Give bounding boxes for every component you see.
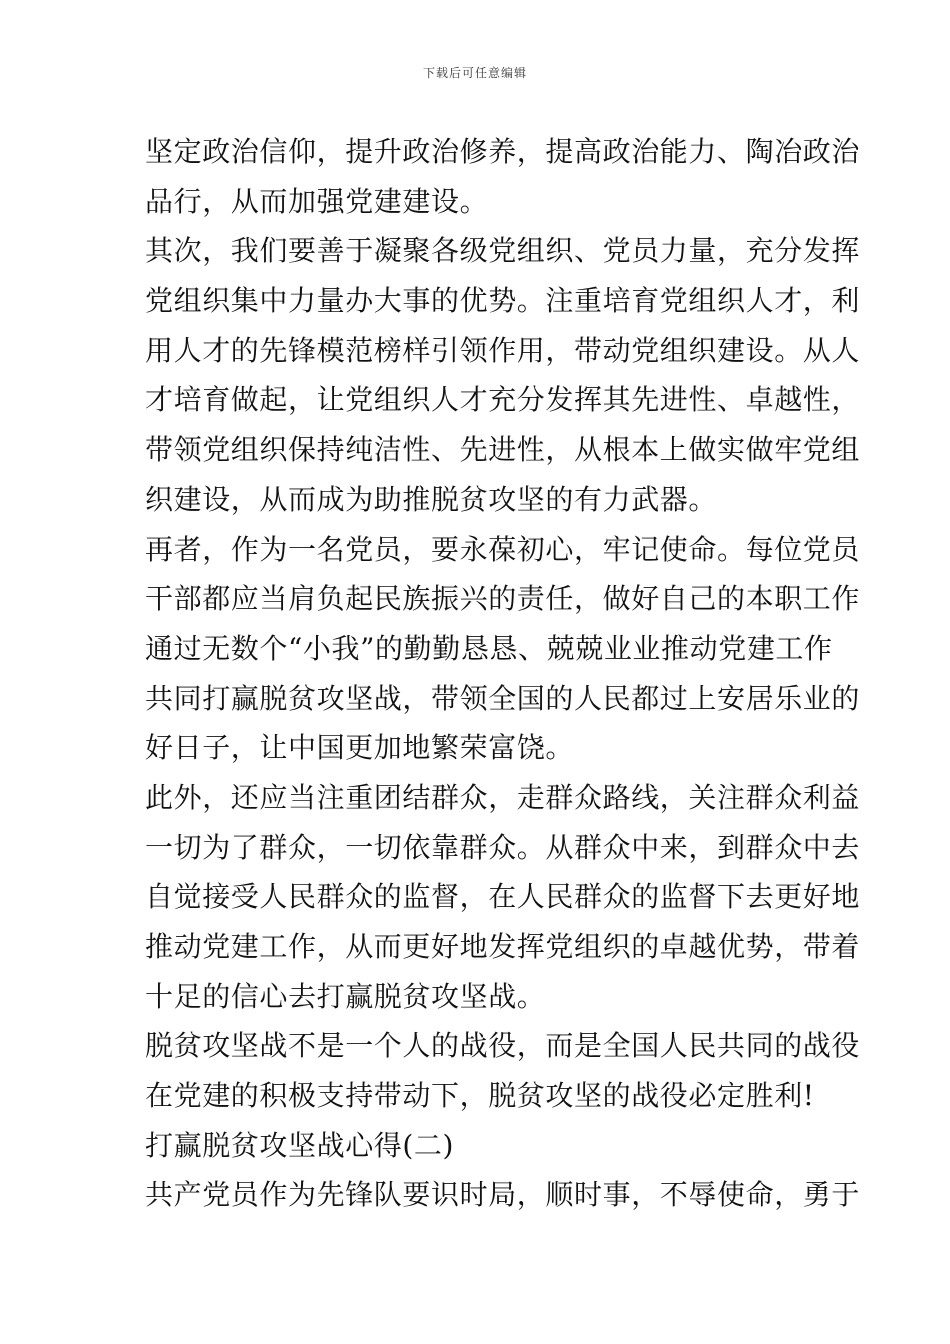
text-line: 十足的信心去打赢脱贫攻坚战。 xyxy=(145,979,546,1013)
text-line: 好日子，让中国更加地繁荣富饶。 xyxy=(145,731,575,765)
text-line: 才培育做起，让党组织人才充分发挥其先进性、卓越性， xyxy=(145,383,861,417)
header-note: 下载后可任意编辑 xyxy=(422,66,527,80)
text-line: 在党建的积极支持带动下，脱贫攻坚的战役必定胜利! xyxy=(145,1079,815,1113)
section-heading: 打赢脱贫攻坚战心得(二) xyxy=(145,1128,455,1162)
text-line: 其次，我们要善于凝聚各级党组织、党员力量，充分发挥 xyxy=(145,234,861,268)
text-line: 用人才的先锋模范榜样引领作用，带动党组织建设。从人 xyxy=(145,333,861,367)
text-line: 共产党员作为先锋队要识时局，顺时事，不辱使命，勇于 xyxy=(145,1178,861,1212)
text-line: 一切为了群众，一切依靠群众。从群众中来，到群众中去 xyxy=(145,830,861,864)
text-line: 通过无数个“小我”的勤勤恳恳、兢兢业业推动党建工作 xyxy=(145,631,833,665)
document-body xyxy=(145,127,861,1220)
text-line: 再者，作为一名党员，要永葆初心，牢记使命。每位党员 xyxy=(145,532,861,566)
text-line: 此外，还应当注重团结群众，走群众路线，关注群众利益 xyxy=(145,780,861,814)
text-line: 织建设，从而成为助推脱贫攻坚的有力武器。 xyxy=(145,482,718,516)
text-line: 推动党建工作，从而更好地发挥党组织的卓越优势，带着 xyxy=(145,930,861,963)
text-line: 自觉接受人民群众的监督，在人民群众的监督下去更好地 xyxy=(145,880,861,914)
text-line: 党组织集中力量办大事的优势。注重培育党组织人才，利 xyxy=(145,284,861,318)
text-line: 坚定政治信仰，提升政治修养，提高政治能力、陶冶政治 xyxy=(145,135,861,168)
text-line: 品行，从而加强党建建设。 xyxy=(145,184,489,218)
text-line: 共同打赢脱贫攻坚战，带领全国的人民都过上安居乐业的 xyxy=(145,681,861,715)
text-line: 干部都应当肩负起民族振兴的责任，做好自己的本职工作 xyxy=(145,582,861,616)
text-line: 带领党组织保持纯洁性、先进性，从根本上做实做牢党组 xyxy=(145,433,861,467)
text-line: 脱贫攻坚战不是一个人的战役，而是全国人民共同的战役 xyxy=(145,1029,861,1063)
